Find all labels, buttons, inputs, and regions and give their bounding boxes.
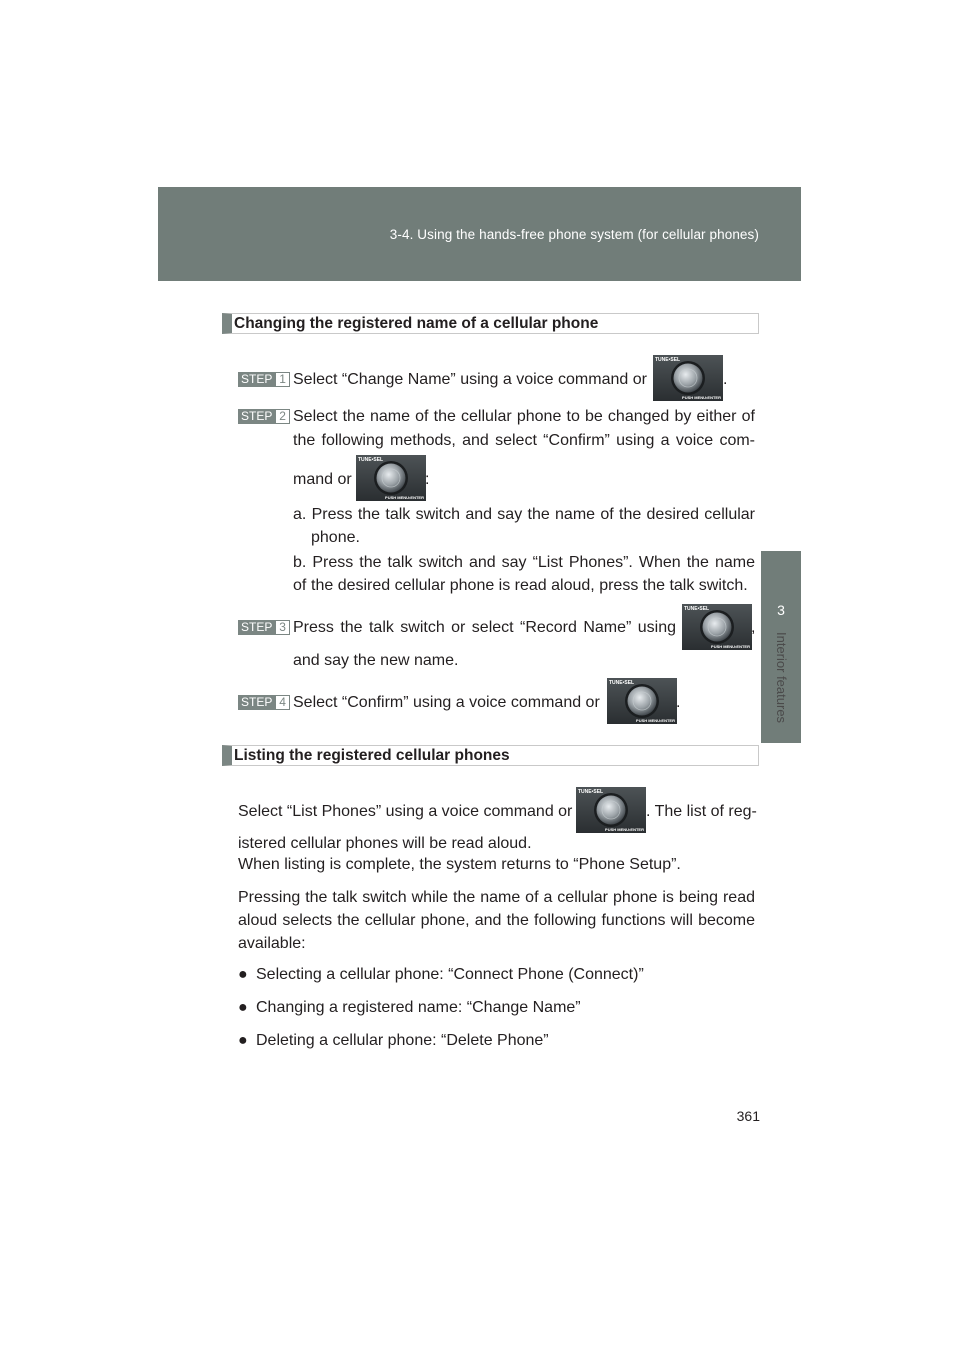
knob-top-label: TUNE•SEL — [578, 789, 604, 795]
step-4-text-end: . — [676, 694, 681, 711]
tune-sel-knob-graphic — [653, 355, 723, 401]
chapter-side-label: Interior features — [774, 632, 789, 724]
knob-bottom-label: PUSH MENU•ENTER — [385, 495, 424, 500]
section-title: Changing the registered name of a cellular phone — [234, 315, 599, 332]
tune-sel-knob-graphic — [607, 678, 677, 724]
bullet-icon: ● — [238, 999, 248, 1016]
tune-sel-knob-icon — [682, 604, 752, 650]
tune-sel-knob-graphic — [356, 455, 426, 501]
step-2-option-b-line-2: the desired cellular phone is read aloud, press the talk switch. — [311, 577, 748, 594]
knob-bottom-label: PUSH MENU•ENTER — [605, 827, 644, 832]
tune-sel-knob-icon — [356, 455, 426, 501]
knob-top-label: TUNE•SEL — [684, 606, 710, 612]
list-phones-paragraph-line-1: Select “List Phones” using a voice command or — [238, 803, 573, 820]
section-header-change-name — [222, 313, 759, 334]
step-3-line-2: and say the new name. — [293, 652, 459, 669]
bullet-item-delete: Deleting a cellular phone: “Delete Phone” — [256, 1032, 549, 1049]
step-3-line-1: Press the talk switch or select “Record Name” using — [293, 619, 676, 636]
tune-sel-knob-graphic — [576, 787, 646, 833]
step-4-text: Select “Confirm” using a voice command or — [293, 694, 600, 711]
talk-switch-paragraph-line-1: Pressing the talk switch while the name of a cellular phone is being read — [238, 889, 755, 906]
step-2-option-a-line-2: phone. — [311, 529, 360, 546]
step-1-text: Select “Change Name” using a voice command or — [293, 371, 647, 388]
talk-switch-paragraph-line-2: aloud selects the cellular phone, and the following functions will become — [238, 912, 755, 929]
section-header-list-phones — [222, 745, 759, 766]
step-2-option-a-line-1: a. Press the talk switch and say the name of the desired cellular — [293, 506, 755, 523]
knob-top-label: TUNE•SEL — [655, 357, 681, 363]
bullet-icon: ● — [238, 966, 248, 983]
step-2-line-3-end: : — [425, 471, 430, 488]
knob-top-label: TUNE•SEL — [609, 680, 635, 686]
tune-sel-knob-icon — [576, 787, 646, 833]
step-1-text-end: . — [723, 371, 728, 388]
talk-switch-paragraph-line-3: available: — [238, 935, 306, 952]
step-2-option-b-line-1: b. Press the talk switch and say “List Phones”. When the name of — [293, 554, 755, 594]
page-number: 361 — [736, 1108, 760, 1124]
step-3-line-1-end: , — [751, 619, 756, 636]
list-phones-paragraph-line-1-end: . The list of reg- — [646, 803, 757, 820]
step-2-badge: STEP 2 — [238, 409, 290, 424]
tune-sel-knob-icon — [607, 678, 677, 724]
step-3-badge: STEP 3 — [238, 620, 290, 635]
step-1-badge: STEP 1 — [238, 372, 290, 387]
knob-bottom-label: PUSH MENU•ENTER — [682, 395, 721, 400]
knob-bottom-label: PUSH MENU•ENTER — [711, 644, 750, 649]
knob-top-label: TUNE•SEL — [358, 457, 384, 463]
tune-sel-knob-graphic — [682, 604, 752, 650]
bullet-item-connect: Selecting a cellular phone: “Connect Phone (Connect)” — [256, 966, 644, 983]
step-2-line-2: the following methods, and select “Confirm” using a voice com- — [293, 432, 755, 449]
knob-bottom-label: PUSH MENU•ENTER — [636, 718, 675, 723]
list-phones-paragraph-line-2: istered cellular phones will be read aloud. — [238, 835, 532, 852]
step-2-line-1: Select the name of the cellular phone to be changed by either of — [293, 408, 755, 425]
bullet-item-change-name: Changing a registered name: “Change Name” — [256, 999, 581, 1016]
chapter-header-band — [158, 187, 801, 281]
chapter-header-title: 3-4. Using the hands-free phone system (for cellular phones) — [389, 227, 759, 242]
section-title: Listing the registered cellular phones — [234, 747, 510, 764]
list-phones-paragraph-line-3: When listing is complete, the system returns to “Phone Setup”. — [238, 856, 681, 873]
tune-sel-knob-icon — [653, 355, 723, 401]
step-4-badge: STEP 4 — [238, 695, 290, 710]
chapter-number: 3 — [777, 602, 785, 618]
bullet-icon: ● — [238, 1032, 248, 1049]
step-2-line-3: mand or — [293, 471, 352, 488]
